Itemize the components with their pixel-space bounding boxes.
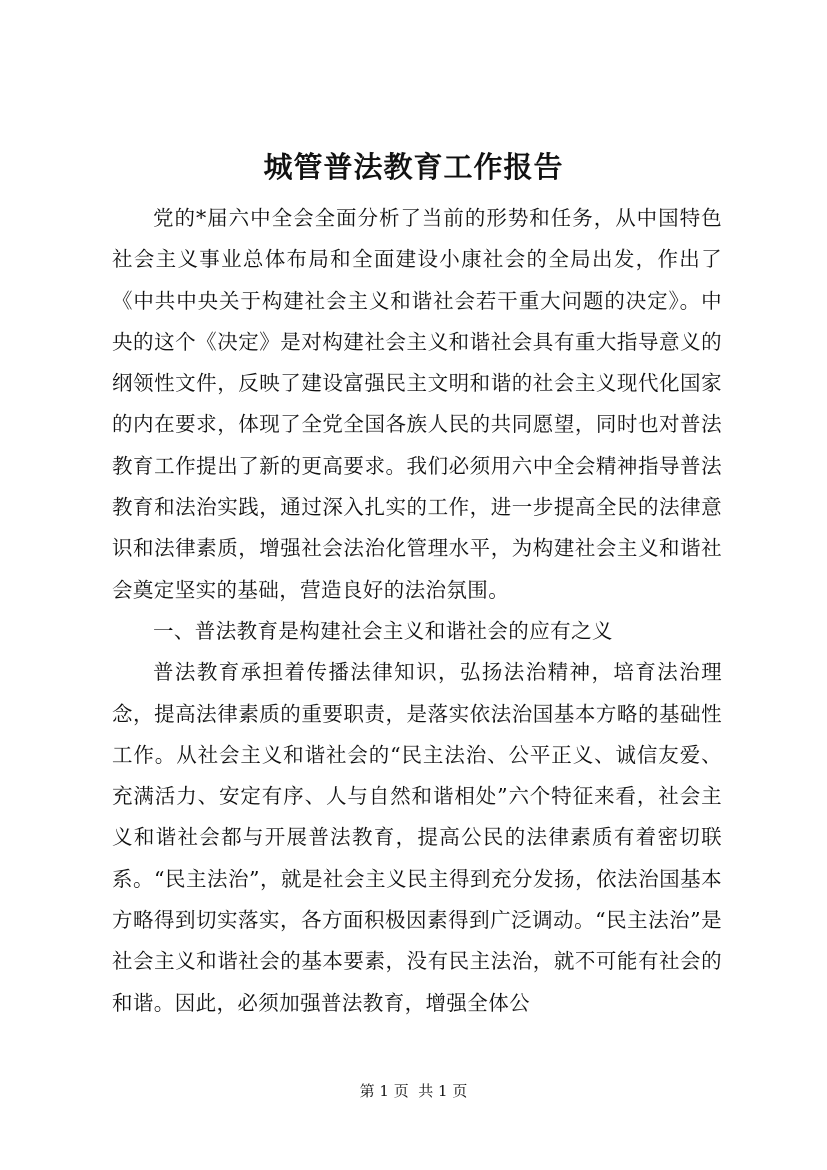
document-body	[112, 198, 722, 1024]
intro-paragraph: 党的*届六中全会全面分析了当前的形势和任务，从中国特色社会主义事业总体布局和全面建设小康社会的全局出发，作出了《中共中央关于构建社会主义和谐社会若干重大问题的决定》。中央的这个《决定》是对构建社会主义和谐社会具有重大指导意义的纲领性文件，反映了建设富强民主文明和谐的社会主义现代化国家的内在要求，体现了全党全国各族人民的共同愿望，同时也对普法教育工作提出了新的更高要求。我们必须用六中全会精神指导普法教育和法治实践，通过深入扎实的工作，进一步提高全民的法律意识和法律素质，增强社会法治化管理水平，为构建社会主义和谐社会奠定坚实的基础，营造良好的法治氛围。	[112, 206, 722, 602]
section-heading: 一、普法教育是构建社会主义和谐社会的应有之义	[153, 618, 613, 643]
section-paragraph: 普法教育承担着传播法律知识，弘扬法治精神，培育法治理念，提高法律素质的重要职责，是落实依法治国基本方略的基础性工作。从社会主义和谐社会的“民主法治、公平正义、诚信友爱、充满活力、安定有序、人与自然和谐相处”六个特征来看，社会主义和谐社会都与开展普法教育，提高公民的法律素质有着密切联系。“民主法治”，就是社会主义民主得到充分发扬，依法治国基本方略得到切实落实，各方面积极因素得到广泛调动。“民主法治”是社会主义和谐社会的基本要素，没有民主法治，就不可能有社会的和谐。因此，必须加强普法教育，增强全体公	[112, 660, 722, 1015]
page-number-label: 第 1 页 共 1 页	[359, 1082, 468, 1100]
page-footer	[0, 1080, 827, 1102]
document-title: 城管普法教育工作报告	[263, 150, 564, 184]
